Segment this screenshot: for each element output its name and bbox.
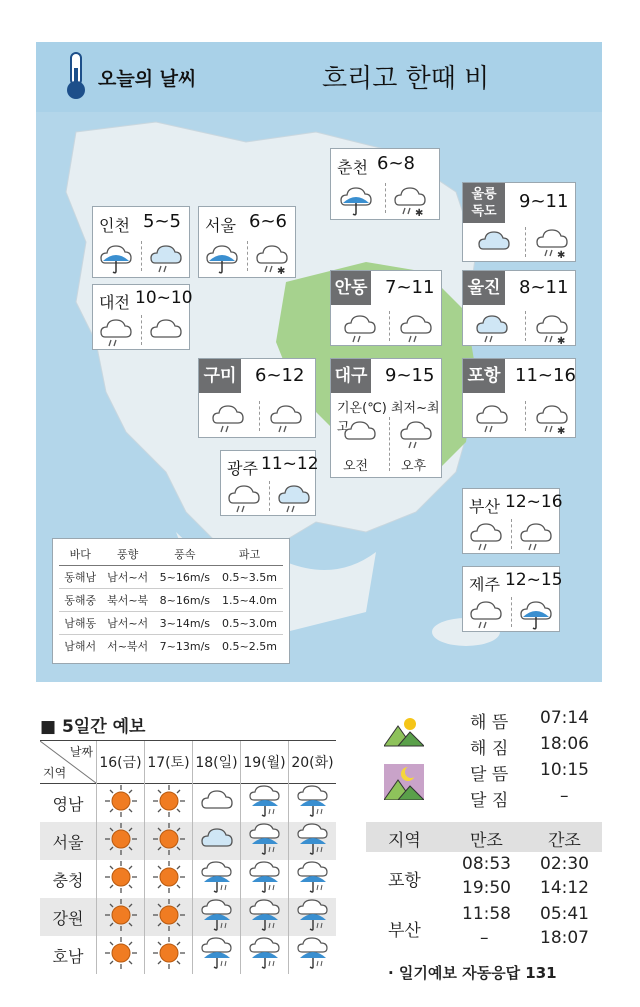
- moonset-label: 달 짐: [470, 791, 509, 811]
- sunset-label: 해 짐: [470, 739, 509, 759]
- sun-icon: [97, 822, 145, 860]
- rain-icon: [193, 898, 241, 936]
- sea-cell: 1.5~4.0m: [216, 589, 283, 612]
- region-card-chuncheon: [330, 148, 440, 220]
- rain-icon: [99, 315, 133, 349]
- sea-cell: 서~북서: [107, 640, 149, 653]
- region-name: 대전: [99, 293, 130, 312]
- region-name: 부산: [469, 497, 500, 516]
- rain-icon: [475, 401, 509, 435]
- region-tag: 포항: [463, 359, 505, 393]
- region-temp: 12~15: [505, 570, 563, 590]
- region-name: 광주: [227, 459, 258, 478]
- region-temp: 5~5: [143, 211, 181, 232]
- sea-cell: 8~16m/s: [154, 589, 216, 612]
- moonrise-label: 달 뜸: [470, 765, 509, 785]
- region-temp: 9~11: [519, 191, 569, 212]
- rain-snow-icon: [393, 183, 427, 217]
- sun-mountain-icon: [384, 712, 424, 748]
- region-temp: 6~12: [255, 365, 305, 386]
- rain-icon: [289, 898, 337, 936]
- region-temp: 10~10: [135, 288, 193, 308]
- sea-cell: 남해동: [59, 612, 101, 635]
- forecast-region: 호남: [40, 936, 97, 974]
- sea-cell: 0.5~3.0m: [216, 612, 283, 635]
- region-card-daejeon: [92, 284, 193, 350]
- region-temp: 7~11: [385, 277, 435, 298]
- forecast-row: [40, 784, 336, 823]
- rain-icon: [193, 936, 241, 974]
- region-temp: 11~12: [261, 454, 319, 474]
- svg-text:✱: ✱: [415, 208, 424, 217]
- region-tag: 대구: [331, 359, 371, 393]
- rain-snow-icon: [535, 225, 569, 259]
- corner-date-label: 날짜: [69, 745, 93, 759]
- sun-icon: [145, 936, 193, 974]
- region-card-busan: [462, 488, 563, 554]
- sea-cell: 동해남: [59, 566, 101, 589]
- rain-icon: [343, 311, 377, 345]
- rain-icon: [193, 860, 241, 898]
- umbrella-rain-icon: [205, 241, 239, 275]
- tide-header: 지역: [388, 831, 421, 851]
- svg-text:✱: ✱: [557, 250, 566, 259]
- rain-icon: [227, 481, 261, 515]
- sun-icon: [97, 898, 145, 936]
- tide-low: 14:12: [540, 878, 589, 898]
- sea-header: 풍향: [101, 543, 153, 566]
- forecast-table-wrap: [40, 740, 336, 974]
- partly-cloudy-rain-icon: [277, 481, 311, 515]
- region-tag: 구미: [199, 359, 241, 393]
- day-header: 17(토): [145, 741, 193, 784]
- day-header: 18(일): [193, 741, 241, 784]
- thermometer-icon: [62, 50, 90, 102]
- rain-icon: [519, 519, 553, 553]
- forecast-title: ■ 5일간 예보: [40, 717, 146, 737]
- forecast-row: [40, 936, 336, 974]
- sea-cell: 남해서: [64, 640, 97, 653]
- region-name: 제주: [469, 575, 500, 594]
- sun-icon: [97, 784, 145, 823]
- region-tag: 울릉 독도: [463, 183, 505, 223]
- region-temp: 9~15: [385, 365, 435, 386]
- rain-icon: [241, 784, 289, 823]
- rain-snow-icon: [535, 311, 569, 345]
- rain-icon: [289, 784, 337, 823]
- tide-high: 08:53: [462, 854, 511, 874]
- sunrise-time: 07:14: [540, 708, 589, 728]
- cloud-icon: [149, 315, 183, 349]
- sea-header: 파고: [216, 543, 283, 566]
- sea-cell: 3~14m/s: [154, 612, 216, 635]
- rain-icon: [289, 860, 337, 898]
- forecast-region: 충청: [40, 860, 97, 898]
- svg-text:✱: ✱: [277, 266, 286, 275]
- rain-icon: [289, 822, 337, 860]
- tide-header: 간조: [548, 831, 581, 851]
- region-temp: 8~11: [519, 277, 569, 298]
- region-name: 춘천: [337, 158, 368, 177]
- sea-cell: 5~16m/s: [154, 566, 216, 589]
- sun-icon: [145, 784, 193, 823]
- sea-cell: 7~13m/s: [159, 639, 211, 653]
- moonrise-time: 10:15: [540, 760, 589, 780]
- partly-cloudy-icon: [193, 822, 241, 860]
- sun-icon: [97, 860, 145, 898]
- sea-cell: 남서~서: [101, 612, 153, 635]
- region-card-ulleung: [462, 182, 576, 262]
- region-temp: 6~8: [377, 153, 415, 174]
- tide-region: 부산: [388, 921, 421, 941]
- region-name: 인천: [99, 216, 130, 235]
- page-title: 오늘의 날씨: [98, 68, 197, 90]
- region-card-andong: [330, 270, 442, 346]
- sea-cell: 0.5~2.5m: [222, 639, 277, 653]
- rain-icon: [241, 860, 289, 898]
- region-temp: 6~6: [249, 211, 287, 232]
- region-card-seoul: [198, 206, 296, 278]
- tide-high: –: [480, 928, 489, 948]
- partly-cloudy-rain-icon: [475, 311, 509, 345]
- pm-label: 오후: [401, 459, 427, 474]
- umbrella-rain-icon: [519, 597, 553, 631]
- sea-header: 풍속: [154, 543, 216, 566]
- forecast-region: 영남: [40, 784, 97, 823]
- svg-text:✱: ✱: [557, 426, 566, 435]
- forecast-row: [40, 822, 336, 860]
- sunset-time: 18:06: [540, 734, 589, 754]
- region-card-gumi: [198, 358, 316, 438]
- sea-cell: 남서~서: [101, 566, 153, 589]
- sun-icon: [145, 860, 193, 898]
- sunrise-label: 해 뜸: [470, 713, 509, 733]
- rain-icon: [469, 519, 503, 553]
- region-card-daegu: [330, 358, 442, 478]
- sea-header: 바다: [59, 543, 101, 566]
- region-card-gwangju: [220, 450, 319, 516]
- rain-icon: [269, 401, 303, 435]
- rain-snow-icon: [535, 401, 569, 435]
- sun-icon: [97, 936, 145, 974]
- day-header: 16(금): [97, 741, 145, 784]
- sea-conditions-table: [52, 538, 290, 664]
- region-tag: 울진: [463, 271, 505, 305]
- rain-icon: [469, 597, 503, 631]
- moon-mountain-icon: [384, 764, 424, 800]
- corner-region-label: 지역: [43, 766, 67, 780]
- rain-icon: [211, 401, 245, 435]
- region-temp: 12~16: [505, 492, 563, 512]
- tide-low: 05:41: [540, 904, 589, 924]
- cloud-icon: [193, 784, 241, 823]
- forecast-region: 서울: [40, 822, 97, 860]
- rain-icon: [399, 311, 433, 345]
- rain-snow-icon: [255, 241, 289, 275]
- forecast-row: [40, 860, 336, 898]
- umbrella-rain-icon: [339, 183, 373, 217]
- region-card-jeju: [462, 566, 563, 632]
- am-label: 오전: [343, 459, 369, 474]
- region-tag: 안동: [331, 271, 371, 305]
- rain-icon: [289, 936, 337, 974]
- rain-icon: [399, 417, 433, 451]
- tide-high: 19:50: [462, 878, 511, 898]
- sea-cell: 동해중: [59, 589, 101, 612]
- rain-icon: [241, 822, 289, 860]
- moonset-time: –: [560, 786, 569, 806]
- sea-cell: 북서~북: [101, 589, 153, 612]
- tide-low: 18:07: [540, 928, 589, 948]
- tide-header: 만조: [470, 831, 503, 851]
- day-header: 20(화): [291, 755, 334, 771]
- partly-cloudy-icon: [149, 241, 183, 275]
- legend-text: 기온(℃) 최저~최고: [337, 401, 440, 435]
- day-header: 19(월): [241, 741, 289, 784]
- cloud-icon: [343, 417, 377, 449]
- rain-icon: [241, 936, 289, 974]
- tide-region: 포항: [388, 871, 421, 891]
- region-card-pohang: [462, 358, 576, 438]
- umbrella-rain-icon: [99, 241, 133, 275]
- corner-cell: [40, 741, 97, 784]
- tide-low: 02:30: [540, 854, 589, 874]
- region-card-incheon: [92, 206, 190, 278]
- cloud-icon: [477, 227, 511, 257]
- rain-icon: [241, 898, 289, 936]
- svg-text:✱: ✱: [557, 336, 566, 345]
- footer-hotline: · 일기예보 자동응답 131: [388, 964, 557, 982]
- tide-high: 11:58: [462, 904, 511, 924]
- forecast-table: [40, 741, 336, 974]
- region-card-uljin: [462, 270, 576, 346]
- region-temp: 11~16: [515, 365, 576, 386]
- weather-summary: 흐리고 한때 비: [322, 64, 490, 94]
- sun-icon: [145, 898, 193, 936]
- forecast-row: [40, 898, 336, 936]
- forecast-region: 강원: [40, 898, 97, 936]
- region-name: 서울: [205, 216, 236, 235]
- sea-cell: 0.5~3.5m: [216, 566, 283, 589]
- sun-icon: [145, 822, 193, 860]
